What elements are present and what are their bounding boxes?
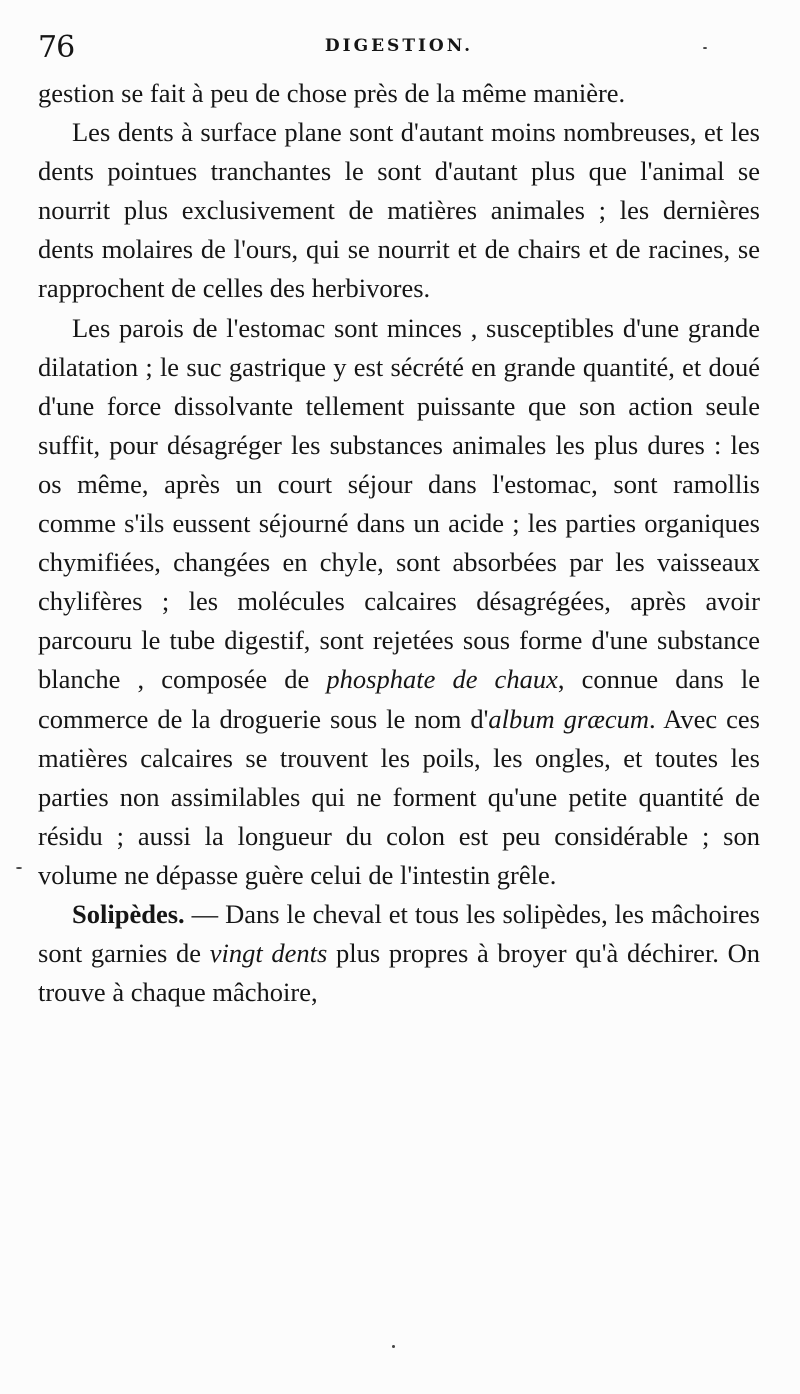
text-run: Les dents à surface plane sont d'autant moins nombreuses, et les dents pointues tranchantes le sont d'autant plus que l'animal se nourrit plus exclusivement de matières animales ; les dernières dents molaires de l'ours, qui se nourrit et de chairs et de racines, se rapprochent de celles des herbivores. bbox=[38, 117, 760, 304]
text-run: plus propres à broyer qu'à déchirer. On trouve à chaque mâchoire, bbox=[38, 938, 760, 1008]
italic-term: phosphate de chaux bbox=[326, 664, 558, 695]
paragraph bbox=[38, 309, 760, 895]
paragraph bbox=[38, 895, 760, 1012]
section-run-in-heading: Solipèdes. bbox=[72, 898, 185, 929]
text-run: — Dans le cheval et tous les solipèdes, les mâchoires sont garnies de bbox=[38, 898, 760, 969]
page-header bbox=[38, 24, 760, 64]
print-speck bbox=[16, 867, 22, 869]
text-run: Les parois de l'estomac sont minces , susceptibles d'une grande dilatation ; le suc gastrique y est sécrété en grande quantité, et doué d'une force dissolvante tellement puissante que son action seule suffit, pour désagréger les substances animales les plus dures : les os même, après un court séjour dans l'estomac, sont ramollis comme s'ils eussent séjourné dans un acide ; les parties organiques chymifiées, changées en chyle, sont absorbées par les vaisseaux chylifères ; les molécules calcaires désagrégées, après avoir parcouru le tube digestif, sont rejetées sous forme d'une substance blanche , composée de bbox=[38, 312, 760, 695]
paragraph bbox=[38, 74, 760, 113]
text-run: , connue dans le commerce de la droguerie sous le nom d' bbox=[38, 664, 760, 734]
print-speck bbox=[703, 47, 707, 49]
text-run: . Avec ces matières calcaires se trouvent les poils, les ongles, et toutes les parties non assimilables qui ne forment qu'une petite quantité de résidu ; aussi la longueur du colon est peu considérable ; son volume ne dépasse guère celui de l'intestin grêle. bbox=[38, 703, 760, 890]
text-run: gestion se fait à peu de chose près de la même manière. bbox=[38, 78, 626, 108]
print-speck bbox=[392, 1345, 395, 1348]
body-text bbox=[38, 74, 760, 1012]
page-number: 76 bbox=[38, 30, 75, 65]
italic-term: vingt dents bbox=[209, 938, 328, 969]
running-head: DIGESTION. bbox=[324, 36, 474, 56]
italic-term: album græcum bbox=[488, 703, 650, 734]
paragraph bbox=[38, 113, 760, 308]
